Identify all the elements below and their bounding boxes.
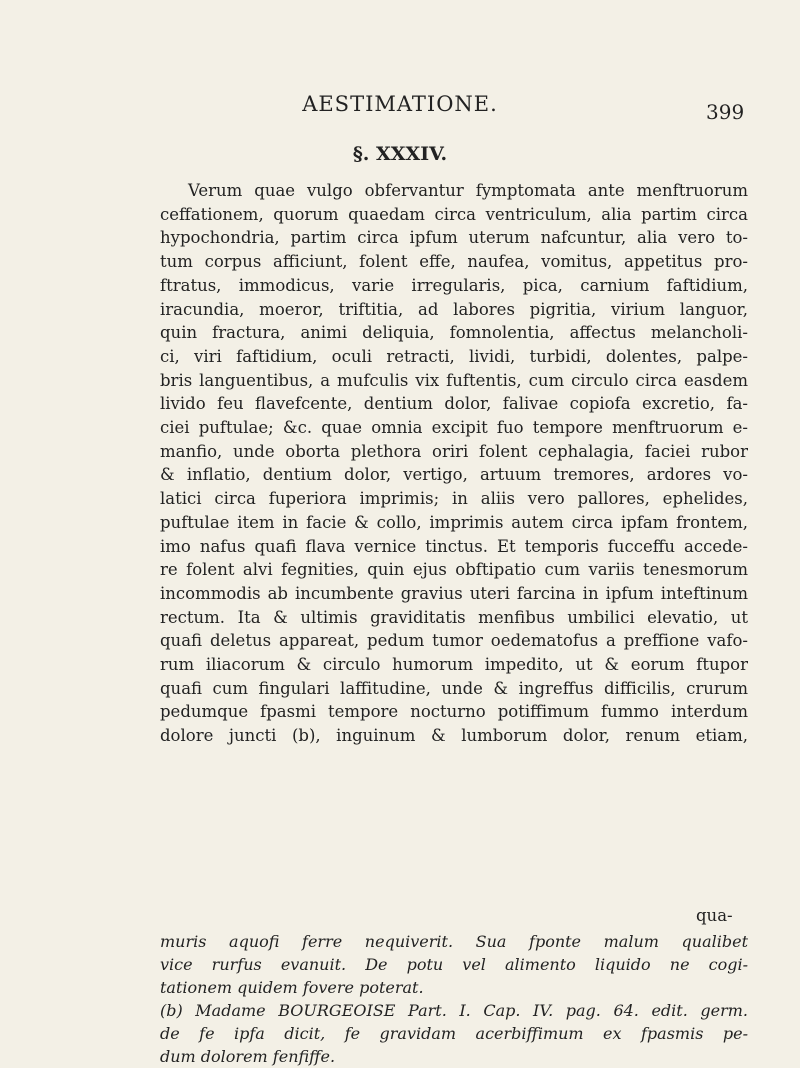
body-line: Verum quae vulgo obfervantur fymptomata ante menftruorum bbox=[188, 181, 748, 200]
body-line: quafi deletus appareat, pedum tumor oedematofus a preffione vafo- bbox=[160, 631, 748, 651]
body-line: ci, viri faftidium, oculi retracti, lividi, turbidi, dolentes, palpe- bbox=[160, 346, 748, 366]
body-line: dolore juncti (b), inguinum & lumborum dolor, renum etiam, bbox=[160, 726, 748, 746]
body-line: livido feu flavefcente, dentium dolor, falivae copiofa excretio, fa- bbox=[160, 394, 748, 414]
body-line: iracundia, moeror, triftitia, ad labores pigritia, virium languor, bbox=[160, 299, 748, 319]
body-line: manfio, unde oborta plethora oriri folent cephalagia, faciei rubor bbox=[160, 441, 748, 461]
footnote-block bbox=[160, 930, 748, 1068]
body-line: re folent alvi fegnities, quin ejus obftipatio cum variis tenesmorum bbox=[160, 560, 748, 580]
body-line: bris languentibus, a mufculis vix fuftentis, cum circulo circa easdem bbox=[160, 370, 748, 390]
body-line: hypochondria, partim circa ipfum uterum nafcuntur, alia vero to- bbox=[160, 228, 748, 248]
body-line: latici circa fuperiora imprimis; in aliis vero pallores, ephelides, bbox=[160, 489, 748, 509]
page-number: 399 bbox=[706, 100, 745, 124]
footnote-line: muris aquofi ferre nequiverit. Sua fponte malum qualibet bbox=[160, 932, 748, 951]
footnote-line: de fe ipfa dicit, fe gravidam acerbiffimum ex fpasmis pe- bbox=[160, 1024, 748, 1043]
body-line: rum iliacorum & circulo humorum impedito, ut & eorum ftupor bbox=[160, 655, 748, 675]
footnote-line: (b) Madame BOURGEOISE Part. I. Cap. IV. pag. 64. edit. germ. bbox=[160, 1001, 748, 1020]
footnote-line: tationem quidem fovere poterat. bbox=[160, 978, 424, 997]
footnote-line: vice rurfus evanuit. De potu vel alimento liquido ne cogi- bbox=[160, 955, 748, 974]
catchword: qua- bbox=[696, 906, 733, 925]
body-paragraph bbox=[160, 179, 748, 748]
body-line: quin fractura, animi deliquia, fomnolentia, affectus melancholi- bbox=[160, 323, 748, 343]
body-line: imo nafus quafi flava vernice tinctus. Et temporis fucceffu accede- bbox=[160, 536, 748, 556]
body-line: ciei puftulae; &c. quae omnia excipit fuo tempore menftruorum e- bbox=[160, 418, 748, 438]
footnote-line: dum dolorem fenfiffe. bbox=[160, 1047, 336, 1066]
body-line: incommodis ab incumbente gravius uteri farcina in ipfum inteftinum bbox=[160, 583, 748, 603]
body-line: ftratus, immodicus, varie irregularis, pica, carnium faftidium, bbox=[160, 275, 748, 295]
running-head: AESTIMATIONE. bbox=[302, 92, 498, 116]
body-line: tum corpus afficiunt, folent effe, naufea, vomitus, appetitus pro- bbox=[160, 252, 748, 272]
body-line: ceffationem, quorum quaedam circa ventriculum, alia partim circa bbox=[160, 204, 748, 224]
section-heading: §. XXXIV. bbox=[352, 143, 448, 165]
body-line: pedumque fpasmi tempore nocturno potiffimum fummo interdum bbox=[160, 702, 748, 722]
body-line: rectum. Ita & ultimis graviditatis menfibus umbilici elevatio, ut bbox=[160, 607, 748, 627]
body-line: puftulae item in facie & collo, imprimis autem circa ipfam frontem, bbox=[160, 512, 748, 532]
body-line: quafi cum fingulari laffitudine, unde & ingreffus difficilis, crurum bbox=[160, 678, 748, 698]
body-line: & inflatio, dentium dolor, vertigo, artuum tremores, ardores vo- bbox=[160, 465, 748, 485]
